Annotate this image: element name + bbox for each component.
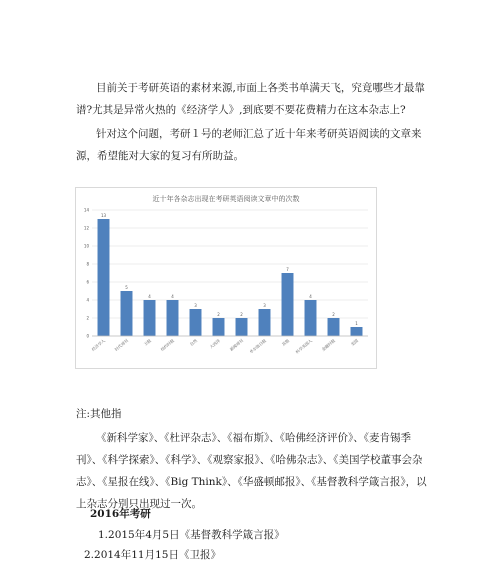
x-tick-label: 纽约时报 xyxy=(159,337,176,353)
context-paragraph: 针对这个问题，考研１号的老师汇总了近十年来考研英语阅读的文章来源，希望能对大家的复习有所助益。 xyxy=(76,128,422,162)
x-tick-label: 经济学人 xyxy=(90,337,107,353)
chart-canvas xyxy=(76,188,376,368)
x-tick-label: 卫报 xyxy=(142,337,153,347)
x-tick-label: 时代周刊 xyxy=(113,337,130,353)
list-item: 1.2015年4月5日《基督教科学箴言报》 xyxy=(98,529,285,541)
y-tick-label: 6 xyxy=(86,279,89,285)
y-tick-label: 12 xyxy=(83,225,89,231)
x-tick-label: 华尔街日报 xyxy=(248,337,268,355)
data-label: 7 xyxy=(286,267,289,272)
data-label: 3 xyxy=(263,303,266,308)
x-tick-label: 其他 xyxy=(280,337,291,347)
y-tick-label: 0 xyxy=(86,333,89,339)
data-label: 2 xyxy=(332,312,335,317)
data-label: 4 xyxy=(148,294,151,299)
bar xyxy=(282,273,294,336)
magazine-frequency-chart xyxy=(75,187,377,369)
x-tick-label: 金融时报 xyxy=(320,337,337,353)
bar xyxy=(236,318,248,336)
x-tick-label: 科学美国人 xyxy=(294,337,314,355)
bar xyxy=(213,318,225,336)
y-tick-label: 2 xyxy=(86,315,89,321)
data-label: 1 xyxy=(355,321,358,326)
bar xyxy=(121,291,133,336)
intro-paragraph: 目前关于考研英语的素材来源,市面上各类书单满天飞，究竟哪些才最靠谱?尤其是异常火热的《经济学人》,到底要不要花费精力在这本杂志上? xyxy=(76,82,425,116)
list-item: 2.2014年11月15日《卫报》 xyxy=(84,549,221,561)
x-tick-label: 大西洋 xyxy=(208,337,222,350)
others-list: 《新科学家》、《杜评杂志》、《福布斯》、《哈佛经济评价》、《麦肯锡季刊》、《科学探索》、《科学》、《观察家报》、《哈佛杂志》、《美国学校董事会杂志》、《星报在线》、《Big Think》、《华盛顿邮报》、《基督教科学箴言报》，以上杂志分别只出现过一次。 xyxy=(76,432,427,510)
bar xyxy=(259,309,271,336)
data-label: 13 xyxy=(100,213,107,218)
bar xyxy=(351,327,363,336)
data-label: 5 xyxy=(125,285,128,290)
bar xyxy=(144,300,156,336)
x-tick-label: 美国 xyxy=(349,337,360,347)
data-label: 4 xyxy=(309,294,312,299)
year-heading: 2016年考研 xyxy=(90,508,151,520)
bar xyxy=(328,318,340,336)
y-tick-label: 8 xyxy=(86,261,89,267)
bar xyxy=(98,219,110,336)
data-label: 2 xyxy=(217,312,220,317)
chart-title: 近十年各杂志出现在考研英语阅读文章中的次数 xyxy=(152,195,300,203)
bar xyxy=(305,300,317,336)
bar xyxy=(167,300,179,336)
y-tick-label: 4 xyxy=(86,297,89,303)
bar xyxy=(190,309,202,336)
data-label: 2 xyxy=(240,312,243,317)
y-tick-label: 14 xyxy=(83,207,89,213)
x-tick-label: 自然 xyxy=(188,337,199,347)
data-label: 4 xyxy=(171,294,174,299)
y-tick-label: 10 xyxy=(83,243,89,249)
data-label: 3 xyxy=(194,303,197,308)
note-label: 注:其他指 xyxy=(76,408,122,420)
x-tick-label: 新闻周刊 xyxy=(228,337,245,353)
